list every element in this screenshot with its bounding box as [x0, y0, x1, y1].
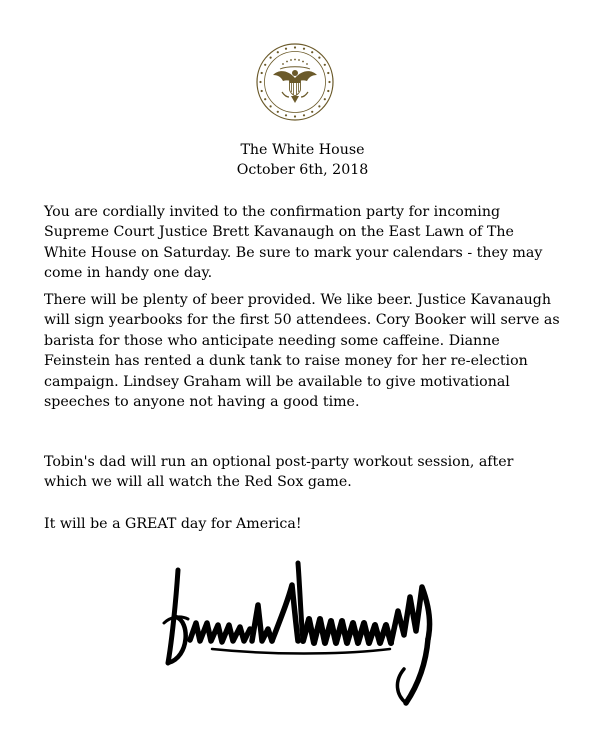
text-line: White House on Saturday. Be sure to mark your calendars - they may: [44, 244, 543, 261]
text-line: There will be plenty of beer provided. We like beer. Justice Kavanaugh: [44, 292, 552, 308]
text-line: It will be a GREAT day for America!: [44, 516, 302, 532]
letter-date: October 6th, 2018: [236, 162, 369, 178]
text-line: which we will all watch the Red Sox game.: [44, 474, 352, 491]
paragraph-closing: [44, 514, 584, 534]
text-line: Supreme Court Justice Brett Kavanaugh on the East Lawn of The: [44, 224, 514, 241]
paragraph-activities: [44, 290, 584, 412]
text-line: You are cordially invited to the confirmation party for incoming: [44, 204, 501, 220]
text-line: campaign. Lindsey Graham will be available to give motivational: [44, 373, 510, 390]
letterhead-title: The White House: [240, 142, 365, 158]
text-line: barista for those who anticipate needing some caffeine. Dianne: [44, 332, 500, 349]
text-line: speeches to anyone not having a good time.: [44, 394, 360, 411]
paragraph-invitation: [44, 202, 584, 284]
text-line: will sign yearbooks for the first 50 attendees. Cory Booker will serve as: [44, 312, 560, 329]
handwritten-signature-icon: [160, 545, 450, 715]
text-line: Tobin's dad will run an optional post-party workout session, after: [44, 454, 514, 470]
presidential-seal-icon: [255, 42, 335, 122]
text-line: Feinstein has rented a dunk tank to raise money for her re-election: [44, 353, 528, 370]
paragraph-workout: [44, 452, 584, 493]
text-line: come in handy one day.: [44, 265, 213, 282]
